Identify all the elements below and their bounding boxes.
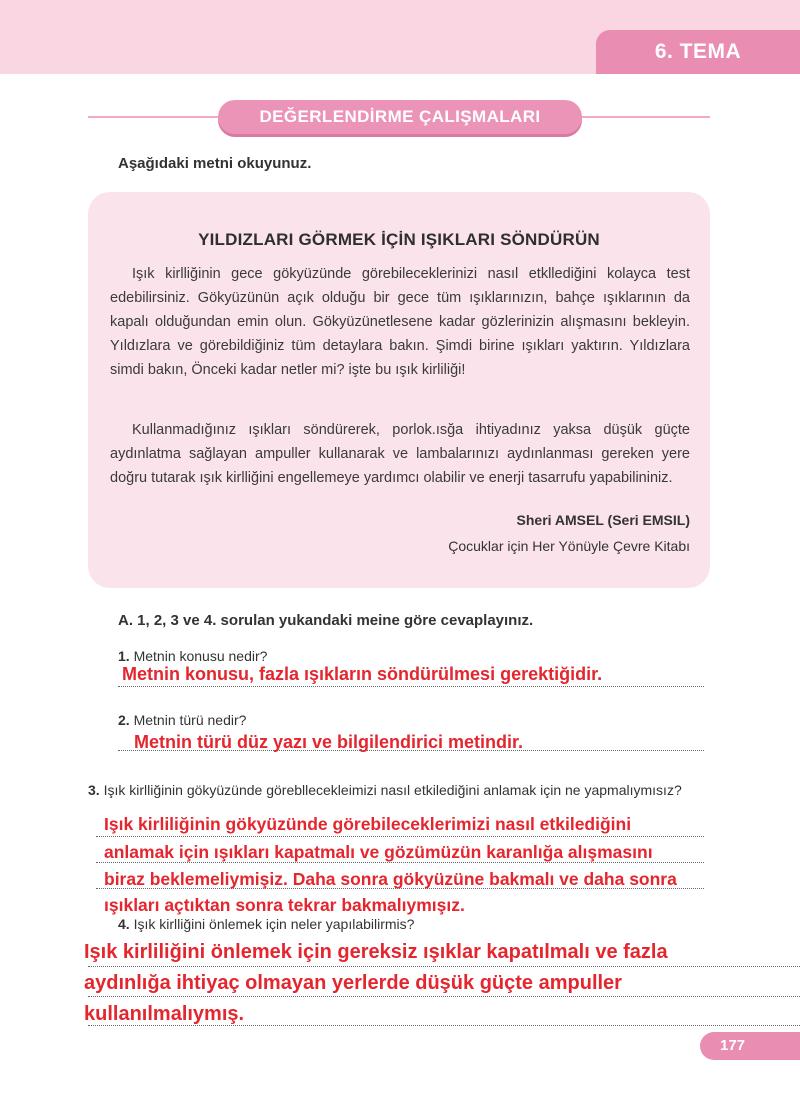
answer-3-line-2-text: anlamak için ışıkları kapatmalı ve gözümüzün karanlığa alışmasını [104, 842, 653, 862]
reading-instruction: Aşağıdaki metni okuyunuz. [118, 155, 312, 172]
answer-4-line-3-text: kullanılmalıymış. [84, 1003, 245, 1025]
question-3-text: Işık kirlliğinin gökyüzünde görebllecekleimizi nasıl etkilediğini anlamak için ne yapmalıymısız? [103, 782, 682, 798]
answer-3-line-1-text: Işık kirliliğinin gökyüzünde görebileceklerimizi nasıl etkilediğini [104, 814, 632, 834]
answer-3-line-4-text: ışıkları açtıktan sonra tekrar bakmalıymışız. [104, 895, 465, 915]
question-4 [118, 916, 414, 932]
question-1-number: 1. [118, 648, 130, 664]
answer-1: Metnin konusu, fazla ışıkların söndürülmesi gerektiğidir. [122, 664, 603, 684]
question-3 [88, 780, 712, 800]
section-title: DEĞERLENDİRME ÇALIŞMALARI [218, 100, 582, 134]
question-2 [118, 712, 246, 728]
section-rule-right [582, 116, 710, 118]
page-number: 177 [700, 1032, 800, 1060]
reading-paragraph-2: Kullanmadığınız ışıkları söndürerek, porlok.ısğa ihtiyadınız yaksa düşük güçte aydınlatma sağlayan ampuller kullanarak ve lambalarınızı aydınlanması gereken yere doğru tutarak ışık kirlliğini engellemeye yardımcı olabilir ve enerji tasarrufu yapabilininiz. [110, 422, 690, 486]
reading-paragraph-1: Işık kirlliğinin gece gökyüzünde görebileceklerinizi nasıl etkllediğini kolayca test edebilirsiniz. Gökyüzünün açık olduğu bir gece tüm ışıklarınızın, bahçe ışıklarının da kapalı olduğundan emin olun. Gökyüzünetlesene kadar gözlerinizin alışmasını bekleyin. Yıldızlara ve görebildiğiniz tüm detaylara bakın. Şimdi birine ışıkları yaktırın. Yıldızlara simdi bakın, Önceki kadar netler mi? işte bu ışık kirliliği! [110, 266, 690, 378]
answer-2: Metnin türü düz yazı ve bilgilendirici metindir. [134, 732, 524, 752]
section-rule-left [88, 116, 218, 118]
theme-tab: 6. TEMA [596, 30, 800, 74]
reading-source: Çocuklar için Her Yönüyle Çevre Kitabı [448, 538, 690, 554]
answer-3-line-3-text: biraz beklemeliymişiz. Daha sonra gökyüzüne bakmalı ve daha sonra [104, 869, 677, 889]
question-2-text: Metnin türü nedir? [133, 712, 247, 728]
answer-4-line-2-text: aydınlığa ihtiyaç olmayan yerlerde düşük güçte ampuller [84, 972, 622, 994]
answer-4-line-1-text: Işık kirliliğini önlemek için gereksiz ışıklar kapatılmalı ve fazla [84, 941, 668, 963]
question-4-number: 4. [118, 916, 130, 932]
answer-1-line [118, 686, 704, 687]
answer-4-line-2 [88, 996, 800, 997]
question-4-text: Işık kirlliğini önlemek için neler yapılabilirmis? [133, 916, 415, 932]
reading-author: Sheri AMSEL (Seri EMSIL) [516, 512, 690, 528]
reading-title: YILDIZLARI GÖRMEK İÇİN IŞIKLARI SÖNDÜRÜN [198, 230, 600, 249]
answer-3-line-1 [96, 836, 704, 837]
questions-heading: A. 1, 2, 3 ve 4. sorulan yukandaki meine göre cevaplayınız. [118, 612, 534, 629]
answer-4-line-1 [88, 966, 800, 967]
question-2-number: 2. [118, 712, 130, 728]
question-3-number: 3. [88, 782, 100, 798]
reading-box [88, 192, 710, 588]
question-1 [118, 648, 267, 664]
question-1-text: Metnin konusu nedir? [133, 648, 268, 664]
